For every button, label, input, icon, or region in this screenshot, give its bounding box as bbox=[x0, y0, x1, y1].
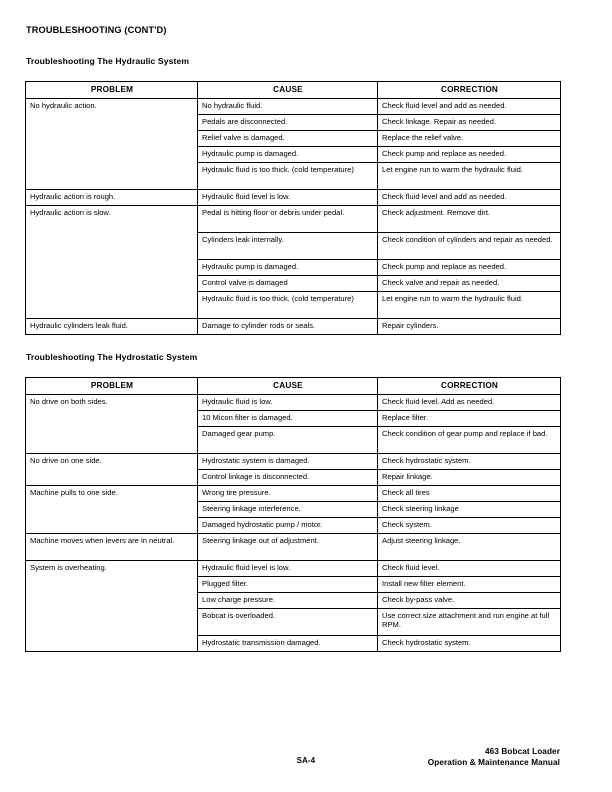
cell-correction: Check hydrostatic system. bbox=[378, 454, 561, 470]
cell-problem: No drive on one side. bbox=[26, 454, 198, 486]
cell-cause: Damage to cylinder rods or seals. bbox=[198, 319, 378, 335]
cell-correction: Check system. bbox=[378, 518, 561, 534]
cell-cause: Pedals are disconnected. bbox=[198, 115, 378, 131]
table-row bbox=[26, 454, 561, 470]
cell-cause: Relief valve is damaged. bbox=[198, 131, 378, 147]
footer-manual-line-2: Operation & Maintenance Manual bbox=[427, 757, 560, 767]
cell-cause: Hydraulic pump is damaged. bbox=[198, 147, 378, 163]
cell-correction: Let engine run to warm the hydraulic fluid. bbox=[378, 292, 561, 319]
cell-correction: Check pump and replace as needed. bbox=[378, 147, 561, 163]
cell-correction: Check adjustment. Remove dirt. bbox=[378, 206, 561, 233]
section-heading-hydrostatic: Troubleshooting The Hydrostatic System bbox=[26, 352, 198, 362]
cell-correction: Check condition of cylinders and repair as needed. bbox=[378, 233, 561, 260]
table-head bbox=[26, 82, 561, 99]
cell-cause: Bobcat is overloaded. bbox=[198, 609, 378, 636]
table-row bbox=[26, 206, 561, 233]
table-row bbox=[26, 561, 561, 577]
cell-cause: Low charge pressure. bbox=[198, 593, 378, 609]
cell-correction: Check valve and repair as needed. bbox=[378, 276, 561, 292]
cell-cause: Cylinders leak internally. bbox=[198, 233, 378, 260]
cell-problem: No hydraulic action. bbox=[26, 99, 198, 190]
column-header-problem: PROBLEM bbox=[26, 82, 198, 99]
cell-correction: Install new filter element. bbox=[378, 577, 561, 593]
cell-cause: Hydraulic fluid level is low. bbox=[198, 190, 378, 206]
page-title: TROUBLESHOOTING (CONT'D) bbox=[26, 25, 167, 35]
cell-cause: Hydraulic fluid is too thick. (cold temperature) bbox=[198, 163, 378, 190]
cell-correction: Check linkage. Repair as needed. bbox=[378, 115, 561, 131]
table-row bbox=[26, 395, 561, 411]
table-row bbox=[26, 99, 561, 115]
cell-problem: System is overheating. bbox=[26, 561, 198, 652]
cell-problem: Hydraulic action is rough. bbox=[26, 190, 198, 206]
cell-correction: Adjust steering linkage. bbox=[378, 534, 561, 561]
cell-correction: Repair cylinders. bbox=[378, 319, 561, 335]
cell-cause: Control linkage is disconnected. bbox=[198, 470, 378, 486]
cell-cause: No hydraulic fluid. bbox=[198, 99, 378, 115]
column-header-cause: CAUSE bbox=[198, 378, 378, 395]
cell-correction: Check by-pass valve. bbox=[378, 593, 561, 609]
column-header-cause: CAUSE bbox=[198, 82, 378, 99]
cell-problem: No drive on both sides. bbox=[26, 395, 198, 454]
cell-cause: Wrong tire pressure. bbox=[198, 486, 378, 502]
table-header-row bbox=[26, 378, 561, 395]
cell-cause: Hydraulic fluid level is low. bbox=[198, 561, 378, 577]
cell-problem: Hydraulic action is slow. bbox=[26, 206, 198, 319]
cell-cause: 10 Micon filter is damaged. bbox=[198, 411, 378, 427]
cell-correction: Repair linkage. bbox=[378, 470, 561, 486]
cell-correction: Check pump and replace as needed. bbox=[378, 260, 561, 276]
troubleshooting-table-hydraulic bbox=[25, 81, 561, 335]
table-header-row bbox=[26, 82, 561, 99]
cell-correction: Check steering linkage bbox=[378, 502, 561, 518]
column-header-correction: CORRECTION bbox=[378, 378, 561, 395]
table-body bbox=[26, 395, 561, 652]
page-footer bbox=[0, 745, 612, 777]
cell-cause: Hydrostatic transmission damaged. bbox=[198, 636, 378, 652]
cell-correction: Check all tires bbox=[378, 486, 561, 502]
cell-correction: Let engine run to warm the hydraulic fluid. bbox=[378, 163, 561, 190]
table-row bbox=[26, 190, 561, 206]
cell-cause: Damaged gear pump. bbox=[198, 427, 378, 454]
cell-correction: Check condition of gear pump and replace if bad. bbox=[378, 427, 561, 454]
table-head bbox=[26, 378, 561, 395]
cell-cause: Steering linkage out of adjustment. bbox=[198, 534, 378, 561]
cell-correction: Check fluid level and add as needed. bbox=[378, 99, 561, 115]
column-header-problem: PROBLEM bbox=[26, 378, 198, 395]
troubleshooting-table-hydrostatic bbox=[25, 377, 561, 652]
cell-correction: Check fluid level. bbox=[378, 561, 561, 577]
cell-correction: Use correct size attachment and run engine at full RPM. bbox=[378, 609, 561, 636]
footer-manual-reference bbox=[428, 747, 560, 769]
cell-cause: Steering linkage interference. bbox=[198, 502, 378, 518]
column-header-correction: CORRECTION bbox=[378, 82, 561, 99]
cell-correction: Check fluid level. Add as needed. bbox=[378, 395, 561, 411]
cell-cause: Hydraulic fluid is low. bbox=[198, 395, 378, 411]
cell-correction: Check hydrostatic system. bbox=[378, 636, 561, 652]
table-row bbox=[26, 486, 561, 502]
cell-correction: Replace filter. bbox=[378, 411, 561, 427]
table-row bbox=[26, 319, 561, 335]
section-heading-hydraulic: Troubleshooting The Hydraulic System bbox=[26, 56, 190, 66]
cell-problem: Machine moves when levers are in neutral. bbox=[26, 534, 198, 561]
cell-cause: Control valve is damaged bbox=[198, 276, 378, 292]
cell-cause: Plugged filter. bbox=[198, 577, 378, 593]
cell-cause: Hydraulic pump is damaged. bbox=[198, 260, 378, 276]
cell-cause: Pedal is hitting floor or debris under pedal. bbox=[198, 206, 378, 233]
cell-problem: Machine pulls to one side. bbox=[26, 486, 198, 534]
cell-cause: Hydrostatic system is damaged. bbox=[198, 454, 378, 470]
cell-problem: Hydraulic cylinders leak fluid. bbox=[26, 319, 198, 335]
footer-manual-line-1: 463 Bobcat Loader bbox=[485, 747, 560, 756]
cell-cause: Hydraulic fluid is too thick. (cold temperature) bbox=[198, 292, 378, 319]
cell-cause: Damaged hydrostatic pump / motor. bbox=[198, 518, 378, 534]
table-body bbox=[26, 99, 561, 335]
cell-correction: Replace the relief valve. bbox=[378, 131, 561, 147]
cell-correction: Check fluid level and add as needed. bbox=[378, 190, 561, 206]
table-row bbox=[26, 534, 561, 561]
footer-page-number: SA-4 bbox=[296, 756, 316, 765]
